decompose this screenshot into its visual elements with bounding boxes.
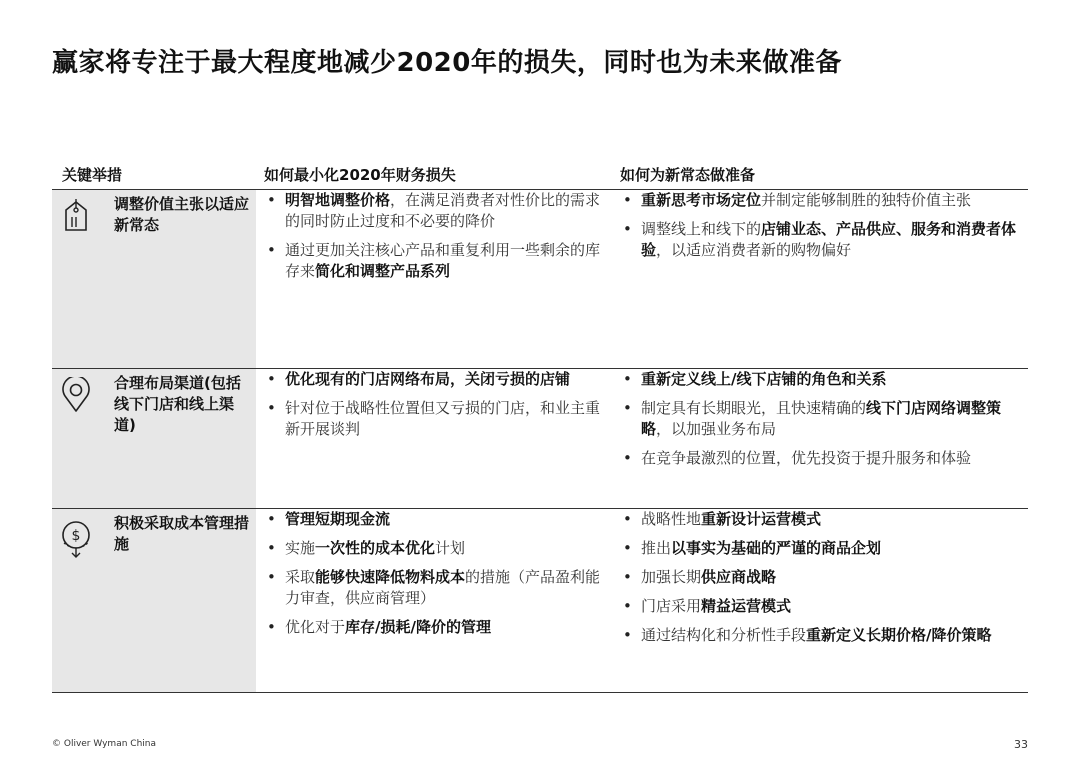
bullet-text: 在竞争最激烈的位置，优先投资于提升服务和体验 <box>641 449 972 467</box>
bullet-text: ，以加强业务布局 <box>656 420 777 438</box>
loss-minimization-list <box>264 369 608 448</box>
bullet-text: 门店采用 <box>641 597 702 615</box>
bullet-text: 通过结构化和分析性手段 <box>641 626 807 644</box>
bullet-bold-text: 管理短期现金流 <box>285 510 391 528</box>
bullet-bold-text: 简化和调整产品系列 <box>315 262 451 280</box>
dollar-coin-icon <box>58 519 94 559</box>
bullet-text: 制定具有长期眼光，且快速精确的 <box>641 399 867 417</box>
bullet-text: 的措施（产品盈利能力审查，供应商管理） <box>285 568 601 607</box>
new-normal-list <box>620 509 1024 654</box>
bullet-text: 优化对于 <box>285 618 346 636</box>
bullet-text: 针对位于战略性位置但又亏损的门店，和业主重新开展谈判 <box>285 399 601 438</box>
measure-label: 合理布局渠道(包括线下门店和线上渠道) <box>114 374 241 434</box>
bullet-bold-text: 重新设计运营模式 <box>701 510 822 528</box>
loss-minimization-list <box>264 509 608 646</box>
measure-label: 调整价值主张以适应新常态 <box>114 195 250 234</box>
bullet-text: 计划 <box>435 539 466 557</box>
bullet-item <box>620 398 1024 440</box>
bullet-item <box>620 448 1024 469</box>
measure-label: 积极采取成本管理措施 <box>114 514 250 553</box>
page-title: 赢家将专注于最大程度地减少2020年的损失，同时也为未来做准备 <box>52 48 842 78</box>
column-header-new-normal: 如何为新常态做准备 <box>620 166 756 184</box>
bullet-item <box>264 190 608 232</box>
row-divider <box>52 692 1028 693</box>
bullet-text: 并制定能够制胜的独特价值主张 <box>761 191 972 209</box>
bullet-item <box>264 509 608 530</box>
bullet-bold-text: 库存/损耗/降价的管理 <box>345 618 491 636</box>
bullet-bold-text: 一次性的成本优化 <box>315 539 436 557</box>
bullet-item <box>620 509 1024 530</box>
bullet-text: 采取 <box>285 568 316 586</box>
bullet-bold-text: 店铺业态、产品供应、服务和消费者体验 <box>641 220 1017 259</box>
location-pin-icon <box>58 377 94 413</box>
bullet-item <box>264 369 608 390</box>
bullet-text: ，在满足消费者对性价比的需求的同时防止过度和不必要的降价 <box>285 191 601 230</box>
new-normal-list <box>620 190 1024 269</box>
bullet-text: ，以适应消费者新的购物偏好 <box>656 241 852 259</box>
bullet-item <box>264 240 608 282</box>
bullet-item <box>620 567 1024 588</box>
bullet-text: 战略性地 <box>641 510 702 528</box>
bullet-item <box>620 625 1024 646</box>
table-row <box>52 509 1028 692</box>
bullet-bold-text: 重新思考市场定位 <box>641 191 762 209</box>
bullet-bold-text: 线下门店网络调整策略 <box>641 399 1002 438</box>
page-number: 33 <box>1014 738 1028 751</box>
bullet-item <box>264 538 608 559</box>
bullet-bold-text: 重新定义线上/线下店铺的角色和关系 <box>641 370 887 388</box>
bullet-bold-text: 重新定义长期价格/降价策略 <box>806 626 992 644</box>
loss-minimization-list <box>264 190 608 290</box>
bullet-item <box>620 538 1024 559</box>
table-row <box>52 190 1028 368</box>
bullet-text: 实施 <box>285 539 316 557</box>
bullet-item <box>620 190 1024 211</box>
bullet-bold-text: 供应商战略 <box>701 568 777 586</box>
bullet-text: 加强长期 <box>641 568 702 586</box>
new-normal-list <box>620 369 1024 477</box>
bullet-bold-text: 以事实为基础的严谨的商品企划 <box>671 539 882 557</box>
bullet-item <box>620 596 1024 617</box>
copyright-text: © Oliver Wyman China <box>52 739 156 749</box>
bullet-text: 通过更加关注核心产品和重复利用一些剩余的库存来 <box>285 241 601 280</box>
table-row <box>52 369 1028 508</box>
bullet-text: 推出 <box>641 539 672 557</box>
bullet-item <box>620 369 1024 390</box>
column-header-minimize-loss: 如何最小化2020年财务损失 <box>264 166 456 184</box>
bullet-item <box>264 398 608 440</box>
bullet-item <box>264 567 608 609</box>
bullet-bold-text: 明智地调整价格 <box>285 191 391 209</box>
bullet-bold-text: 优化现有的门店网络布局，关闭亏损的店铺 <box>285 370 571 388</box>
bullet-item <box>264 617 608 638</box>
bullet-bold-text: 精益运营模式 <box>701 597 792 615</box>
price-tag-icon <box>58 196 94 232</box>
column-header-key-measures: 关键举措 <box>62 166 123 184</box>
bullet-item <box>620 219 1024 261</box>
svg-text:$: $ <box>71 528 81 544</box>
bullet-text: 调整线上和线下的 <box>641 220 762 238</box>
bullet-bold-text: 能够快速降低物料成本 <box>315 568 466 586</box>
